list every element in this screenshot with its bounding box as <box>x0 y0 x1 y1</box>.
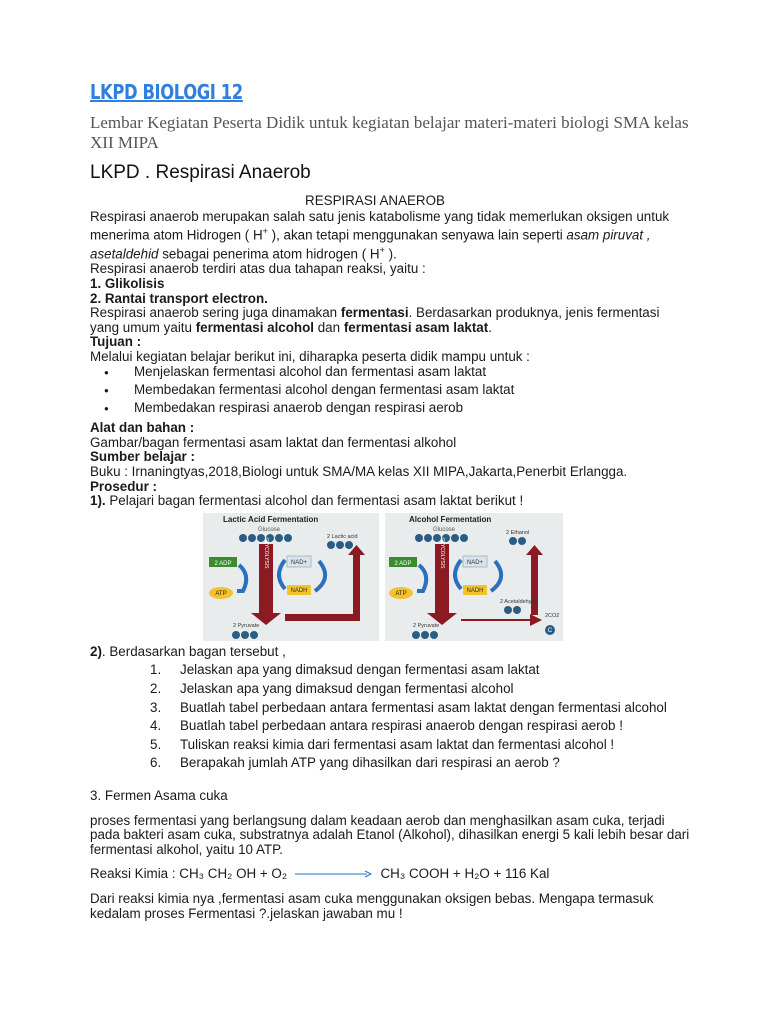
ethanol-label: 2 Ethanol <box>506 529 530 536</box>
section-3-title: 3. Fermen Asama cuka <box>90 787 228 803</box>
pyruvate-label: 2 Pyruvate <box>413 622 440 629</box>
nadh-label: NADH <box>290 587 308 594</box>
document-body <box>90 194 690 921</box>
tujuan-label: Tujuan : <box>90 334 142 350</box>
lactic-product-label: 2 Lactic acid <box>327 533 358 540</box>
list-item: 3. Buatlah tabel perbedaan antara fermentasi asam laktat dengan fermentasi alcohol <box>150 699 667 715</box>
glycolysis-label: GLYCOLYSIS <box>439 537 445 569</box>
list-item: 2. Jelaskan apa yang dimaksud dengan fermentasi alcohol <box>150 681 514 696</box>
adp-label: 2 ADP <box>214 560 232 567</box>
glycolysis-label: GLYCOLYSIS <box>263 537 269 569</box>
blog-title-link[interactable]: LKPD BIOLOGI 12 <box>90 80 243 104</box>
list-item: ● Membedakan fermentasi alcohol dengan fermentasi asam laktat <box>90 383 690 398</box>
nad-label: NAD+ <box>290 559 308 566</box>
tujuan-list <box>90 365 690 415</box>
list-item: ● Menjelaskan fermentasi alcohol dan fermentasi asam laktat <box>90 365 690 380</box>
nad-label: NAD+ <box>466 559 484 566</box>
fermentation-diagram <box>203 513 563 641</box>
lactic-return-base <box>285 614 360 621</box>
document-title: LKPD . Respirasi Anaerob <box>90 162 311 183</box>
stage-2: 2. Rantai transport electron. <box>90 290 268 306</box>
fermentation-diagram-svg <box>203 513 563 641</box>
adp-label: 2 ADP <box>394 560 412 567</box>
question-list <box>90 663 690 771</box>
tujuan-intro: Melalui kegiatan belajar berikut ini, diharapka peserta didik mampu untuk : <box>90 348 530 364</box>
sumber-text: Buku : Irnaningtyas,2018,Biologi untuk SMA/MA kelas XII MIPA,Jakarta,Penerbit Erlangga. <box>90 464 628 480</box>
reaction-equation: Reaksi Kimia : CH₃ CH₂ OH + O₂ CH₃ COOH + H₂O + 116 Kal <box>90 866 550 882</box>
sumber-label: Sumber belajar : <box>90 449 195 465</box>
nadh-label: NADH <box>466 587 484 594</box>
stage-1: 1. Glikolisis <box>90 275 165 291</box>
lactic-return-shaft <box>353 553 360 621</box>
list-item: 4. Buatlah tabel perbedaan antara respirasi anaerob dengan respirasi aerob ! <box>150 718 623 734</box>
pyruvate-carbons <box>412 631 438 639</box>
list-item: ● Membedakan respirasi anaerob dengan respirasi aerob <box>90 401 690 416</box>
prosedur-label: Prosedur : <box>90 478 157 494</box>
reaction-arrow <box>293 870 375 878</box>
blog-subtitle: Lembar Kegiatan Peserta Didik untuk kegiatan belajar materi-materi biologi SMA kelas XII MIPA <box>90 113 689 152</box>
glucose-label: Glucose <box>258 526 281 533</box>
pyruvate-carbons <box>232 631 258 639</box>
alat-text: Gambar/bagan fermentasi asam laktat dan fermentasi alkohol <box>90 434 457 450</box>
step-2: 2). Berdasarkan bagan tersebut , <box>90 643 286 659</box>
list-item: 6. Berapakah jumlah ATP yang dihasilkan dari respirasi an aerob ? <box>150 755 560 771</box>
co2-label: 2CO2 <box>545 612 560 619</box>
alcohol-title: Alcohol Fermentation <box>409 514 492 524</box>
co2-carbon-label: C <box>547 627 553 634</box>
closing-question: Dari reaksi kimia nya ,fermentasi asam cuka menggunakan oksigen bebas. Mengapa termasuk kedalam proses Fermentasi ?.jelaskan jawaban mu ! <box>90 890 654 921</box>
atp-label: ATP <box>215 590 227 597</box>
lactic-carbons <box>327 541 353 549</box>
step-1: 1). Pelajari bagan fermentasi alcohol dan fermentasi asam laktat berikut ! <box>90 493 524 509</box>
fermentation-paragraph: Respirasi anaerob sering juga dinamakan fermentasi. Berdasarkan produknya, jenis fermentasi yang umum yaitu fermentasi alcohol dan fermentasi asam laktat. <box>90 305 660 335</box>
acetaldehyde-label: 2 Acetaldehyde <box>500 598 538 605</box>
pyruvate-label: 2 Pyruvate <box>233 622 260 629</box>
lactic-title: Lactic Acid Fermentation <box>223 514 319 524</box>
intro-paragraph: Respirasi anaerob merupakan salah satu jenis katabolisme yang tidak memerlukan oksigen untuk menerima atom Hidrogen ( H+ ), akan tetapi menggunakan senyawa lain seperti asam piruvat , asetaldehid sebagai penerima atom hidrogen ( H+ ). <box>90 208 670 262</box>
reaction-arrow-svg <box>293 870 375 878</box>
list-item: 1. Jelaskan apa yang dimaksud dengan fermentasi asam laktat <box>150 662 540 678</box>
alat-label: Alat dan bahan : <box>90 420 195 436</box>
list-item: 5. Tuliskan reaksi kimia dari fermentasi asam laktat dan fermentasi alcohol ! <box>150 736 615 752</box>
section-3-text: proses fermentasi yang berlangsung dalam keadaan aerob dan menghasilkan asam cuka, terjadi pada bakteri asam cuka, substratnya adalah Etanol (Alkohol), dihasilkan energi 5 kali lebih besar dari fermentasi alkohol, yaitu 10 ATP. <box>90 812 690 857</box>
glucose-label: Glucose <box>433 526 456 533</box>
section-heading: RESPIRASI ANAEROB <box>305 193 445 208</box>
alcohol-return-shaft <box>531 553 538 615</box>
lactic-panel <box>203 513 379 641</box>
stages-intro: Respirasi anaerob terdiri atas dua tahapan reaksi, yaitu : <box>90 261 426 277</box>
atp-label: ATP <box>395 590 407 597</box>
